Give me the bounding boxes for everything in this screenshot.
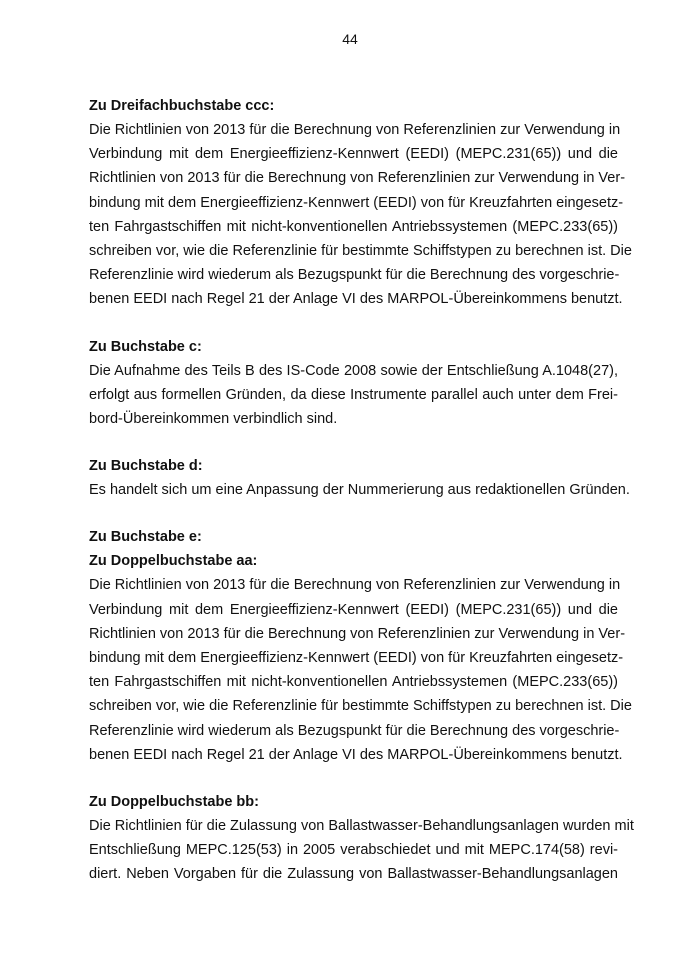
paragraph xyxy=(89,118,632,312)
section-heading: Zu Buchstabe d: xyxy=(89,458,203,475)
section-heading: Zu Buchstabe c: xyxy=(89,338,202,355)
text-line: Entschließung MEPC.125(53) in 2005 verabschiedet und mit MEPC.174(58) revi- xyxy=(89,842,618,859)
text-line: Die Aufnahme des Teils B des IS-Code 2008 sowie der Entschließung A.1048(27), xyxy=(89,362,618,379)
text-line: Verbindung mit dem Energieeffizienz-Kennwert (EEDI) (MEPC.231(65)) und die xyxy=(89,146,618,163)
text-line: benen EEDI nach Regel 21 der Anlage VI des MARPOL-Übereinkommens benutzt. xyxy=(89,291,623,308)
text-line: Referenzlinie wird wiederum als Bezugspunkt für die Berechnung des vorgeschrie- xyxy=(89,267,620,284)
text-line: ten Fahrgastschiffen mit nicht-konventionellen Antriebssystemen (MEPC.233(65)) xyxy=(89,674,618,691)
text-line: Referenzlinie wird wiederum als Bezugspunkt für die Berechnung des vorgeschrie- xyxy=(89,722,620,739)
text-line: schreiben vor, wie die Referenzlinie für bestimmte Schiffstypen zu berechnen ist. Die xyxy=(89,243,632,260)
section-heading: Zu Dreifachbuchstabe ccc: xyxy=(89,98,275,114)
section-heading: Zu Buchstabe e: xyxy=(89,529,202,546)
text-line: erfolgt aus formellen Gründen, da diese Instrumente parallel auch unter dem Frei- xyxy=(89,386,618,403)
text-line: Es handelt sich um eine Anpassung der Nummerierung aus redaktionellen Gründen. xyxy=(89,482,630,499)
text-line: Richtlinien von 2013 für die Berechnung von Referenzlinien zur Verwendung in Ver- xyxy=(89,170,626,187)
text-line: schreiben vor, wie die Referenzlinie für bestimmte Schiffstypen zu berechnen ist. Die xyxy=(89,698,632,715)
document-body xyxy=(89,94,634,909)
subsection-heading: Zu Doppelbuchstabe aa: xyxy=(89,553,258,570)
text-line: benen EEDI nach Regel 21 der Anlage VI des MARPOL-Übereinkommens benutzt. xyxy=(89,746,623,763)
section-heading: Zu Doppelbuchstabe bb: xyxy=(89,794,259,811)
text-line: bindung mit dem Energieeffizienz-Kennwert (EEDI) von für Kreuzfahrten eingesetz- xyxy=(89,650,624,667)
section-ccc xyxy=(89,94,632,312)
text-line: bindung mit dem Energieeffizienz-Kennwert (EEDI) von für Kreuzfahrten eingesetz- xyxy=(89,194,624,211)
text-line: ten Fahrgastschiffen mit nicht-konventionellen Antriebssystemen (MEPC.233(65)) xyxy=(89,218,618,235)
section-d xyxy=(89,454,630,502)
text-line: Die Richtlinien von 2013 für die Berechnung von Referenzlinien zur Verwendung in xyxy=(89,577,621,594)
section-c xyxy=(89,335,618,432)
paragraph xyxy=(89,814,634,887)
text-line: Die Richtlinien von 2013 für die Berechnung von Referenzlinien zur Verwendung in xyxy=(89,122,621,138)
text-line: bord-Übereinkommen verbindlich sind. xyxy=(89,411,338,428)
section-e-aa xyxy=(89,525,632,767)
paragraph xyxy=(89,478,630,502)
text-line: Richtlinien von 2013 für die Berechnung von Referenzlinien zur Verwendung in Ver- xyxy=(89,625,626,642)
text-line: Verbindung mit dem Energieeffizienz-Kennwert (EEDI) (MEPC.231(65)) und die xyxy=(89,601,618,618)
paragraph xyxy=(89,359,618,432)
page-number: 44 xyxy=(342,31,358,47)
text-line: diert. Neben Vorgaben für die Zulassung von Ballastwasser-Behandlungsanlagen xyxy=(89,866,618,883)
paragraph xyxy=(89,573,632,767)
text-line: Die Richtlinien für die Zulassung von Ballastwasser-Behandlungsanlagen wurden mit xyxy=(89,818,634,835)
section-bb xyxy=(89,790,634,887)
